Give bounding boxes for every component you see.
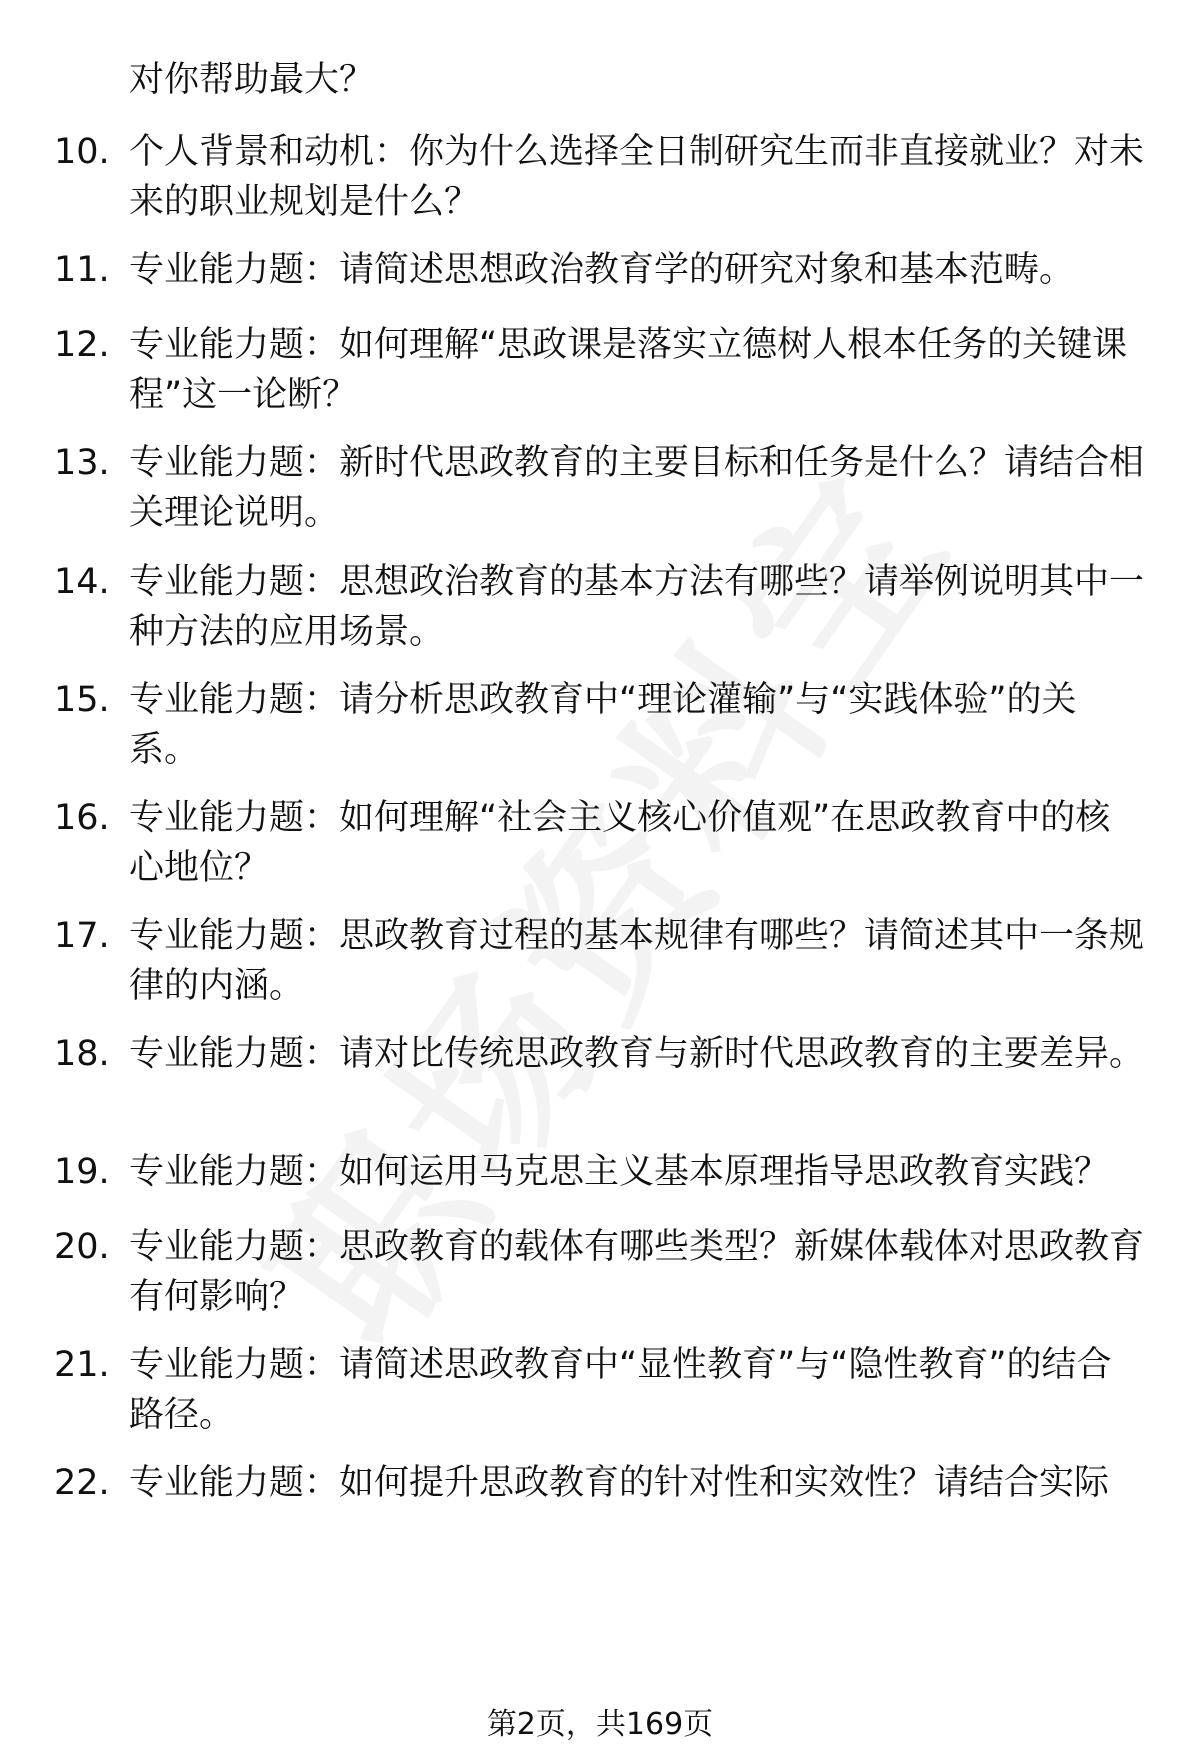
list-item bbox=[54, 245, 1144, 295]
continuation-text: 对你帮助最大？ bbox=[129, 60, 375, 100]
list-item bbox=[54, 1340, 1144, 1440]
list-item bbox=[54, 320, 1144, 420]
item-text: 专业能力题：请简述思政教育中“显性教育”与“隐性教育”的结合路径。 bbox=[129, 1345, 1112, 1435]
item-number: 19. bbox=[54, 1152, 110, 1192]
item-text: 专业能力题：请分析思政教育中“理论灌输”与“实践体验”的关系。 bbox=[129, 680, 1077, 770]
item-text: 专业能力题：思想政治教育的基本方法有哪些？请举例说明其中一种方法的应用场景。 bbox=[129, 562, 1145, 652]
item-text: 专业能力题：如何理解“社会主义核心价值观”在思政教育中的核心地位？ bbox=[129, 798, 1111, 888]
list-item bbox=[54, 793, 1144, 893]
list-item-continuation bbox=[54, 55, 1144, 105]
list-item bbox=[54, 127, 1144, 227]
item-text: 专业能力题：思政教育过程的基本规律有哪些？请简述其中一条规律的内涵。 bbox=[129, 916, 1145, 1006]
item-number: 13. bbox=[54, 443, 110, 483]
item-number: 21. bbox=[54, 1345, 110, 1385]
item-number: 12. bbox=[54, 325, 110, 365]
item-number: 18. bbox=[54, 1034, 110, 1074]
item-number: 16. bbox=[54, 798, 110, 838]
item-text: 专业能力题：如何理解“思政课是落实立德树人根本任务的关键课程”这一论断？ bbox=[129, 325, 1128, 415]
item-number: 20. bbox=[54, 1227, 110, 1267]
item-number: 11. bbox=[54, 250, 110, 290]
item-text: 专业能力题：思政教育的载体有哪些类型？新媒体载体对思政教育有何影响？ bbox=[129, 1227, 1145, 1317]
item-number: 15. bbox=[54, 680, 110, 720]
list-item bbox=[54, 911, 1144, 1011]
item-text: 专业能力题：请对比传统思政教育与新时代思政教育的主要差异。 bbox=[129, 1034, 1145, 1074]
item-text: 专业能力题：如何运用马克思主义基本原理指导思政教育实践？ bbox=[129, 1152, 1110, 1192]
item-text: 专业能力题：新时代思政教育的主要目标和任务是什么？请结合相关理论说明。 bbox=[129, 443, 1145, 533]
item-text: 专业能力题：请简述思想政治教育学的研究对象和基本范畴。 bbox=[129, 250, 1075, 290]
list-item bbox=[54, 1029, 1144, 1079]
list-item bbox=[54, 438, 1144, 538]
item-number: 10. bbox=[54, 132, 110, 172]
list-item bbox=[54, 1458, 1144, 1508]
page-footer: 第2页，共169页 bbox=[486, 1707, 714, 1742]
item-text: 专业能力题：如何提升思政教育的针对性和实效性？请结合实际 bbox=[129, 1463, 1110, 1503]
item-number: 17. bbox=[54, 916, 110, 956]
item-number: 14. bbox=[54, 562, 110, 602]
list-item bbox=[54, 1147, 1144, 1197]
list-item bbox=[54, 557, 1144, 657]
list-item bbox=[54, 1222, 1144, 1322]
item-text: 个人背景和动机：你为什么选择全日制研究生而非直接就业？对未来的职业规划是什么？ bbox=[129, 132, 1145, 222]
item-number: 22. bbox=[54, 1463, 110, 1503]
list-item bbox=[54, 675, 1144, 775]
